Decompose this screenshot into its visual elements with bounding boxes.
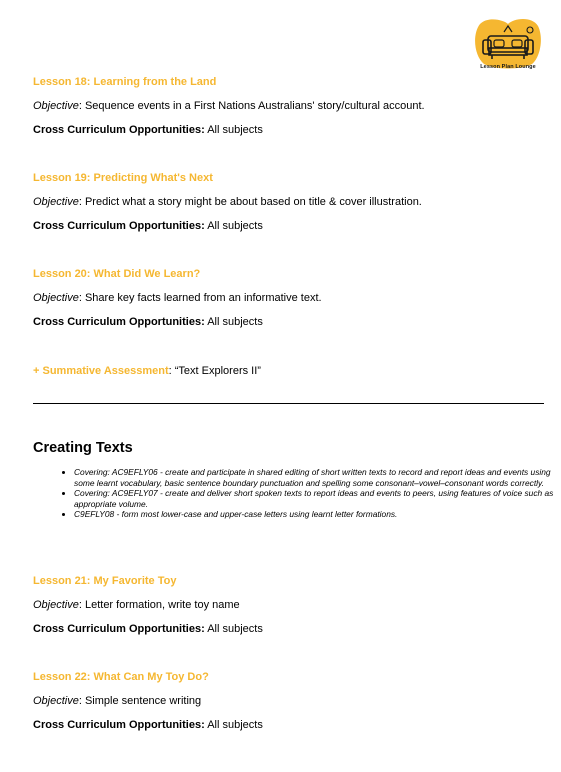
logo-text: Lesson Plan Lounge [480,64,536,70]
lesson-title: Lesson 22: What Can My Toy Do? [33,671,209,683]
cross-text: All subjects [204,124,263,136]
list-item: • C9EFLY08 - form most lower-case and upper-case letters using learnt letter formations. [74,509,556,520]
cross-curriculum-line [33,315,533,329]
objective-text: : Simple sentence writing [78,695,202,707]
lesson-block [33,267,533,329]
cross-label: Cross Curriculum Opportunities: [33,719,205,731]
objective-line [33,694,533,708]
cross-curriculum-line [33,718,533,732]
objective-label: Objective [33,695,79,707]
cross-text: All subjects [204,316,263,328]
objective-label: Objective [33,599,79,611]
objective-label: Objective [33,292,79,304]
objective-label: Objective [33,100,79,112]
objective-line [33,291,533,305]
summative-text: : “Text Explorers II” [168,365,261,377]
cross-text: All subjects [204,623,263,635]
objective-label: Objective [33,196,79,208]
curriculum-bullet-list [56,467,556,520]
lesson-block [33,574,533,636]
list-item: • Covering: AC9EFLY07 - create and deliver short spoken texts to report ideas and events to peers, using features of voice such as appropriate volume. [74,488,556,509]
cross-text: All subjects [204,719,263,731]
list-item: • Covering: AC9EFLY06 - create and participate in shared editing of short written texts to record and report ideas and events using some learnt vocabulary, basic sentence boundary punctuation and spelling some consonant–vowel–consonant words correctly. [74,467,556,488]
section-divider [33,403,544,404]
lesson-title: Lesson 20: What Did We Learn? [33,268,201,280]
lesson-block [33,171,533,233]
cross-label: Cross Curriculum Opportunities: [33,220,205,232]
cross-label: Cross Curriculum Opportunities: [33,623,205,635]
lesson-title: Lesson 19: Predicting What's Next [33,172,213,184]
objective-text: : Share key facts learned from an informative text. [78,292,322,304]
lesson-title: Lesson 18: Learning from the Land [33,76,217,88]
lesson-title: Lesson 21: My Favorite Toy [33,575,177,587]
lesson-block [33,75,533,137]
objective-line [33,99,533,113]
cross-text: All subjects [204,220,263,232]
cross-label: Cross Curriculum Opportunities: [33,124,205,136]
objective-text: : Predict what a story might be about based on title & cover illustration. [78,196,422,208]
cross-curriculum-line [33,123,533,137]
cross-curriculum-line [33,622,533,636]
cross-curriculum-line [33,219,533,233]
objective-text: : Letter formation, write toy name [78,599,240,611]
summative-assessment [33,364,261,378]
objective-line [33,598,533,612]
summative-label: + Summative Assessment [33,365,169,377]
lesson-block [33,670,533,732]
section-title: Creating Texts [33,440,133,456]
objective-line [33,195,533,209]
objective-text: : Sequence events in a First Nations Australians' story/cultural account. [78,100,425,112]
cross-label: Cross Curriculum Opportunities: [33,316,205,328]
